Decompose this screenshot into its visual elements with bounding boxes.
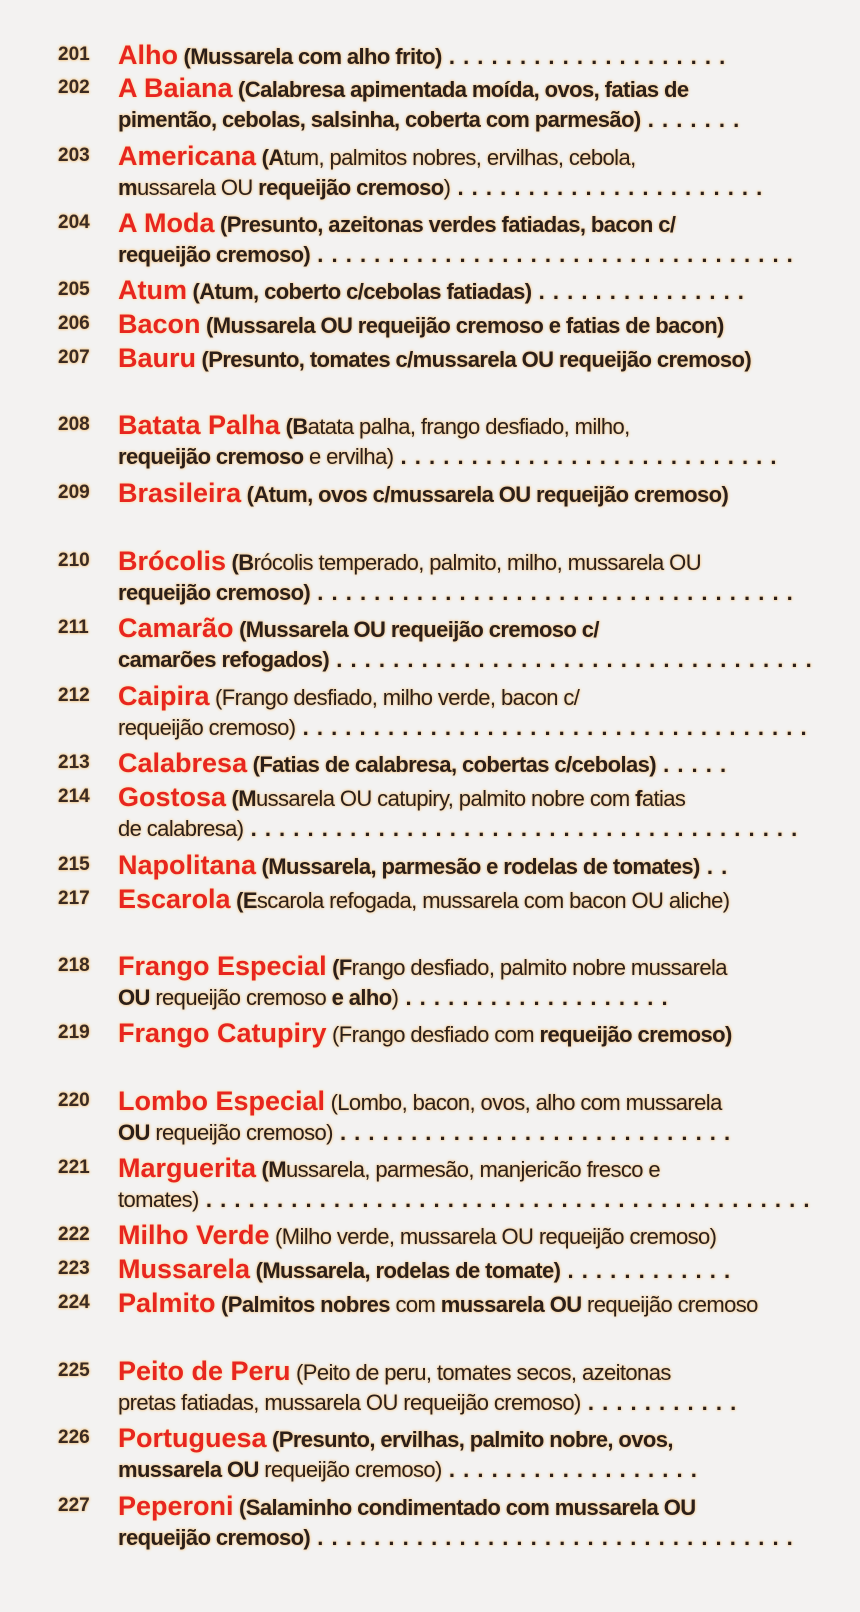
item-description: requeijão cremoso) [539,1022,732,1047]
dot-leader: . . . . . . . . . . . . . . . . . . . . . . . . . . . . [332,1120,732,1145]
item-name: Palmito [118,1288,216,1318]
item-line-continued [118,1187,810,1213]
item-name: Napolitana [118,850,257,880]
item-name: Alho [118,40,178,70]
item-number: 212 [58,685,90,706]
item-description: f [635,786,642,811]
dot-leader: . . . . . . . . . . . . [560,1258,732,1283]
item-name: Lombo Especial [118,1086,326,1116]
item-description: requeijão cremoso) [118,580,311,605]
item-description: mussarela OU [118,1457,259,1482]
item-name: Caipira [118,681,210,711]
item-number: 222 [58,1224,90,1245]
item-description: ) [443,175,451,200]
item-number: 208 [58,414,90,435]
item-description: (Frango desfiado com [326,1022,540,1047]
item-line-continued [118,715,808,741]
item-description: ussarela OU [136,175,259,200]
item-line-first [118,884,729,915]
dot-leader: . . . . . . . . . . . [580,1390,738,1415]
item-description: (Calabresa apimentada moída, ovos, fatias de [232,77,689,102]
item-number: 217 [58,888,90,909]
item-number: 207 [58,347,90,368]
item-line-first [118,1356,671,1387]
item-line-first [118,748,727,779]
item-description: requeijão cremoso) [118,242,311,267]
item-description: (B [226,550,254,575]
item-description: e alho [331,985,392,1010]
item-line-first [118,1153,660,1184]
item-line-continued [118,1120,731,1146]
item-description: requeijão cremoso [118,444,304,469]
dot-leader: . . . . . . . . . . . . . . . . . . . . . . . . . . . . . . . . . . . . . . . [243,816,799,841]
item-line-first [118,478,728,509]
item-number: 204 [58,212,90,233]
item-line-first [118,1491,696,1522]
item-description: rango desfiado, palmito nobre mussarela [351,955,727,980]
item-name: Peperoni [118,1491,234,1521]
item-description: (P [215,1292,242,1317]
item-description: (Mussarela com alho frito) [178,44,442,69]
item-description: requeijão cremoso [149,985,332,1010]
item-description: (Atum, coberto c/cebolas fatiadas) [187,279,532,304]
dot-leader: . . [699,854,729,879]
item-description: de calabresa) [118,816,244,841]
item-number: 223 [58,1258,90,1279]
item-description: requeijão cremoso [581,1292,758,1317]
item-description: com [389,1292,441,1317]
dot-leader: . . . . . . . . . . . . . . . . . . . . . . . . . . . . . . . . . . [310,1525,794,1550]
item-name: Escarola [118,884,231,914]
item-description: requeijão cremoso) [118,715,296,740]
item-number: 206 [58,313,90,334]
item-name: Calabresa [118,748,248,778]
item-number: 227 [58,1495,90,1516]
dot-leader: . . . . . . . [640,107,741,132]
item-line-first [118,141,636,172]
item-description: scarola refogada, mussarela com bacon OU aliche) [256,888,730,913]
item-line-first [118,410,630,441]
item-name: Brócolis [118,546,227,576]
item-name: Americana [118,141,257,171]
item-number: 218 [58,955,90,976]
item-number: 226 [58,1427,90,1448]
item-name: Frango Catupiry [118,1018,327,1048]
item-description: (Milho verde, mussarela OU requeijão cremoso) [269,1224,717,1249]
item-number: 221 [58,1157,90,1178]
item-name: Bacon [118,309,201,339]
item-line-continued [118,1525,794,1551]
dot-leader: . . . . . . . . . . . . . . . . . . [441,1457,698,1482]
item-description: pretas fatiadas, mussarela OU requeijão cremoso) [118,1390,581,1415]
item-name: Gostosa [118,782,227,812]
item-name: Atum [118,275,187,305]
item-description: (Presunto, ervilhas, palmito nobre, ovos, [266,1427,673,1452]
item-line-first [118,1086,722,1117]
item-description: e ervilha) [303,444,394,469]
item-line-continued [118,647,813,673]
item-line-first [118,309,724,340]
dot-leader: . . . . . . . . . . . . . . . . . . . . . . [450,175,764,200]
item-name: Bauru [118,343,197,373]
item-description: (Lombo, bacon, ovos, alho com mussarela [325,1090,722,1115]
item-description: (Fatias de calabresa, cobertas c/cebolas) [247,752,656,777]
item-name: Camarão [118,613,234,643]
item-number: 225 [58,1360,90,1381]
item-name: Frango Especial [118,951,327,981]
item-description: (E [230,888,257,913]
dot-leader: . . . . . . . . . . . . . . . . . . . . . . . . . . . . . . . . . . [310,580,794,605]
item-line-first [118,1254,731,1285]
item-description: (Atum, ovos c/mussarela OU requeijão cremoso) [241,482,729,507]
item-description: OU [118,985,150,1010]
item-line-first [118,343,751,374]
item-number: 201 [58,44,90,65]
item-description: (Presunto, azeitonas verdes fatiadas, bacon c/ [214,212,676,237]
item-description: m [118,175,137,200]
item-number: 202 [58,77,90,98]
item-line-first [118,1018,732,1049]
item-description: (Salaminho condimentado com mussarela OU [233,1495,696,1520]
item-description: ) [391,985,399,1010]
item-description: (F [326,955,352,980]
dot-leader: . . . . . . . . . . . . . . . . . . . . . . . . . . . . . . . . . . . . [295,715,808,740]
item-number: 209 [58,482,90,503]
item-line-continued [118,1457,698,1483]
item-number: 214 [58,786,90,807]
item-line-continued [118,242,794,268]
item-line-continued [118,816,798,842]
dot-leader: . . . . . . . . . . . . . . . . . . . [398,985,669,1010]
item-line-first [118,73,688,104]
item-number: 213 [58,752,90,773]
item-name: A Moda [118,208,215,238]
item-name: A Baiana [118,73,233,103]
item-name: Milho Verde [118,1220,270,1250]
item-line-first [118,850,728,881]
item-name: Portuguesa [118,1423,267,1453]
item-name: Brasileira [118,478,242,508]
item-line-continued [118,1390,737,1416]
item-description: requeijão cremoso [258,175,444,200]
item-name: Marguerita [118,1153,257,1183]
item-number: 219 [58,1022,90,1043]
item-number: 215 [58,854,90,875]
item-description: rócolis temperado, palmito, milho, mussarela OU [253,550,701,575]
item-number: 211 [58,617,89,638]
dot-leader: . . . . . . . . . . . . . . . . . . . . . . . . . . . [393,444,778,469]
item-name: Peito de Peru [118,1356,291,1386]
item-line-first [118,275,745,306]
item-description: (M [226,786,256,811]
dot-leader: . . . . . . . . . . . . . . . . . . . . . . . . . . . . . . . . . . . . . . . . . . . [198,1187,811,1212]
item-description: requeijão cremoso) [258,1457,442,1482]
dot-leader: . . . . . . . . . . . . . . . [531,279,745,304]
item-line-first [118,951,727,982]
dot-leader: . . . . . . . . . . . . . . . . . . . . . . . . . . . . . . . . . . [329,647,813,672]
item-description: atata palha, frango desfiado, milho, [307,414,630,439]
dot-leader: . . . . . . . . . . . . . . . . . . . . [441,44,727,69]
item-number: 210 [58,550,90,571]
item-line-first [118,208,675,239]
item-line-first [118,40,726,71]
item-line-first [118,613,599,644]
item-description: (A [256,145,284,170]
item-description: (Mussarela OU requeijão cremoso c/ [233,617,599,642]
item-line-first [118,681,579,712]
item-description: ussarela OU catupiry, palmito nobre com [256,786,636,811]
item-description: camarões refogados) [118,647,330,672]
item-description: mussarela OU [440,1292,582,1317]
item-description: (Peito de peru, tomates secos, azeitonas [290,1360,671,1385]
item-line-first [118,1220,716,1251]
item-description: (M [256,1157,287,1182]
item-line-first [118,1288,758,1319]
item-line-continued [118,175,763,201]
item-description: tum, palmitos nobres, ervilhas, cebola, [283,145,636,170]
item-description: (Mussarela OU requeijão cremoso e fatias de bacon) [200,313,724,338]
item-description: tomates) [118,1187,199,1212]
item-description: pimentão, cebolas, salsinha, coberta com parmesão) [118,107,641,132]
dot-leader: . . . . . [656,752,728,777]
item-description: requeijão cremoso) [149,1120,333,1145]
item-line-continued [118,107,740,133]
item-description: atias [641,786,686,811]
item-name: Batata Palha [118,410,281,440]
item-number: 205 [58,279,90,300]
item-number: 203 [58,145,90,166]
item-description: (B [280,414,308,439]
item-number: 220 [58,1090,90,1111]
item-description: OU [118,1120,150,1145]
item-line-continued [118,985,669,1011]
item-number: 224 [58,1292,90,1313]
item-description: almitos nobres [241,1292,390,1317]
item-line-first [118,1423,673,1454]
item-line-continued [118,580,794,606]
dot-leader: . . . . . . . . . . . . . . . . . . . . . . . . . . . . . . . . . . [310,242,794,267]
item-description: (Presunto, tomates c/mussarela OU requeijão cremoso) [196,347,752,372]
item-name: Mussarela [118,1254,251,1284]
item-description: requeijão cremoso) [118,1525,311,1550]
item-line-continued [118,444,778,470]
item-line-first [118,546,701,577]
item-description: (Frango desfiado, milho verde, bacon c/ [209,685,580,710]
item-description: (Mussarela, rodelas de tomate) [250,1258,561,1283]
item-description: ussarela, parmesão, manjericão fresco e [286,1157,661,1182]
item-description: (Mussarela, parmesão e rodelas de tomates) [256,854,700,879]
item-line-first [118,782,685,813]
